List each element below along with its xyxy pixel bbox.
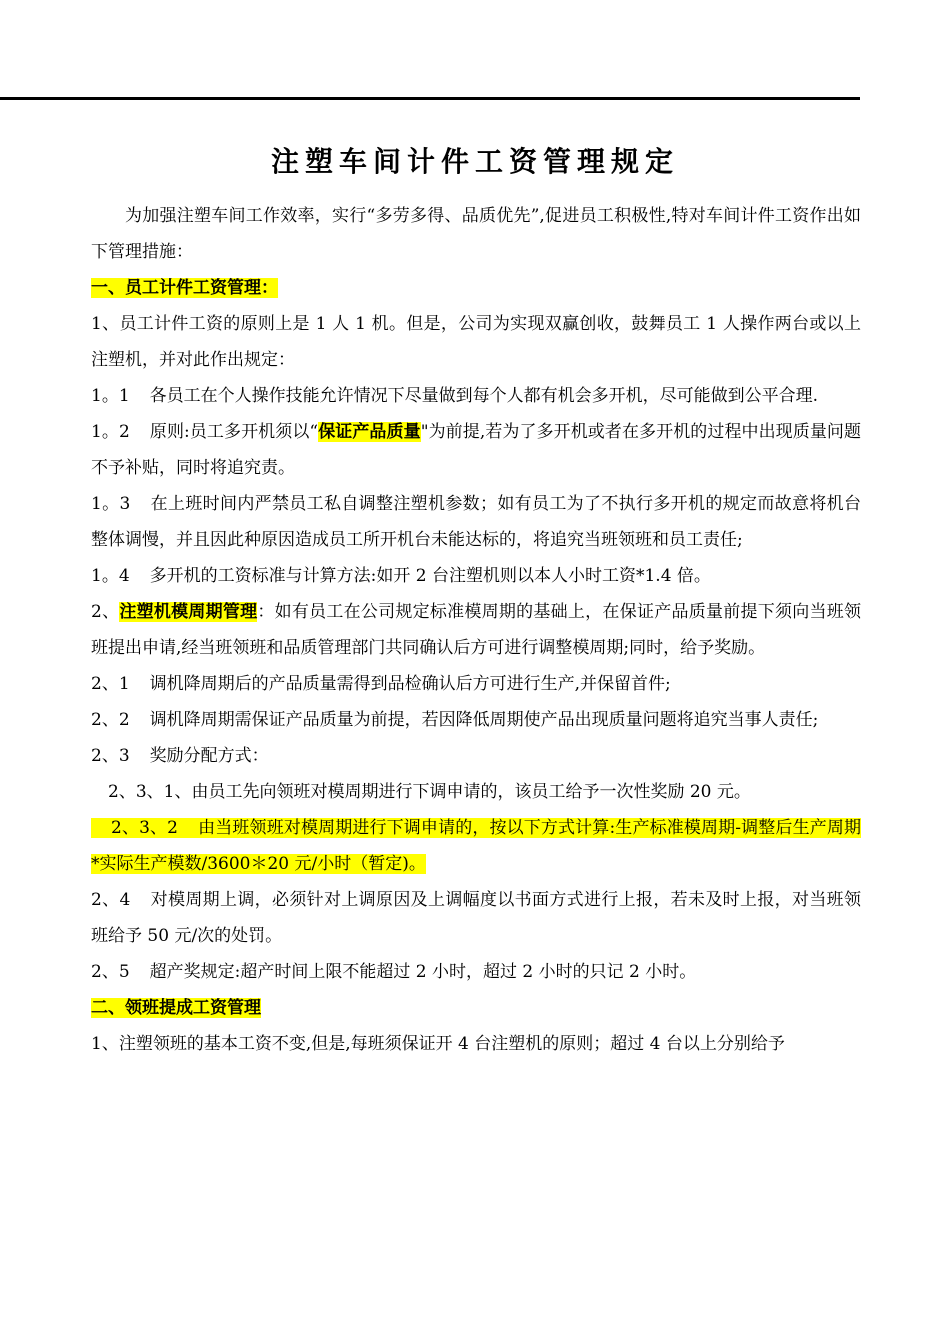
- paragraph-1-2: [91, 414, 861, 486]
- item-text: 调机降周期需保证产品质量为前提，若因降低周期使产品出现质量问题将追究当事人责任;: [149, 710, 819, 730]
- paragraph-2-3: [91, 738, 861, 774]
- paragraph-2-2: [91, 702, 861, 738]
- item-text: 在上班时间内严禁员工私自调整注塑机参数；如有员工为了不执行多开机的规定而故意将机台整体调慢，并且因此种原因造成员工所开机台未能达标的，将追究当班领班和员工责任;: [91, 494, 862, 550]
- item-number: 2、5: [91, 962, 130, 982]
- paragraph-2-3-2: [91, 810, 861, 882]
- header-rule: [0, 97, 860, 100]
- item-number: 2、: [91, 602, 120, 622]
- highlight-2-3-2: [91, 818, 861, 874]
- item-text: ：如有员工在公司规定标准模周期的基础上，在保证产品质量前提下须向当班领班提出申请,经当班领班和品质管理部门共同确认后方可进行调整模周期;同时，给予奖励。: [91, 602, 861, 658]
- paragraph-1-1: [91, 378, 861, 414]
- paragraph-2-5: [91, 954, 861, 990]
- intro-paragraph: 为加强注塑车间工作效率，实行“多劳多得、品质优先”,促进员工积极性,特对车间计件工资作出如下管理措施：: [91, 206, 861, 262]
- item-number: 2、3: [91, 746, 130, 766]
- section-1-heading: [91, 270, 861, 306]
- item-text: 调机降周期后的产品质量需得到品检确认后方可进行生产,并保留首件;: [149, 674, 671, 694]
- paragraph-1-4: [91, 558, 861, 594]
- item-text: "为前提,若为了多开机或者在多开机的过程中出现质量问题不予补贴，同时将追究责。: [91, 422, 862, 478]
- paragraph-1-3: [91, 486, 861, 558]
- item-text: 奖励分配方式：: [149, 746, 269, 766]
- item-number: 2、3、2: [111, 818, 178, 838]
- section-2-heading: [91, 990, 861, 1026]
- item-number: 1。2: [91, 422, 130, 442]
- item-text: 多开机的工资标准与计算方法:如开 2 台注塑机则以本人小时工资*1.4 倍。: [149, 566, 711, 586]
- highlight-cycle-management: 注塑机模周期管理: [119, 602, 258, 622]
- paragraph-2: [91, 594, 861, 666]
- item-number: 2、2: [91, 710, 130, 730]
- item-number: 1。3: [91, 494, 131, 514]
- highlight-quality: 保证产品质量: [318, 422, 421, 442]
- paragraph-2-1: [91, 666, 861, 702]
- section-1-heading-text: 一、员工计件工资管理：: [91, 278, 278, 298]
- document-body: [91, 198, 861, 1062]
- item-text: 由当班领班对模周期进行下调申请的，按以下方式计算:生产标准模周期-调整后生产周期*实际生产模数/3600＊20 元/小时（暂定)。: [91, 818, 861, 874]
- section-2-paragraph-1: 1、注塑领班的基本工资不变,但是,每班须保证开 4 台注塑机的原则；超过 4 台以上分别给予: [91, 1034, 785, 1054]
- item-text: 超产奖规定:超产时间上限不能超过 2 小时，超过 2 小时的只记 2 小时。: [149, 962, 697, 982]
- item-text: 原则:员工多开机须以“: [149, 422, 319, 442]
- document-title: 注塑车间计件工资管理规定: [270, 145, 679, 178]
- item-number: 2、4: [91, 890, 131, 910]
- paragraph-2-3-1: 2、3、1、由员工先向领班对模周期进行下调申请的，该员工给予一次性奖励 20 元。: [108, 782, 751, 802]
- item-text: 各员工在个人操作技能允许情况下尽量做到每个人都有机会多开机，尽可能做到公平合理.: [149, 386, 819, 406]
- paragraph-2-4: [91, 882, 861, 954]
- item-text: 对模周期上调，必须针对上调原因及上调幅度以书面方式进行上报，若未及时上报，对当班领班给予 50 元/次的处罚。: [91, 890, 862, 946]
- item-number: 1。1: [91, 386, 130, 406]
- item-number: 2、1: [91, 674, 130, 694]
- item-number: 1。4: [91, 566, 130, 586]
- section-2-heading-text: 二、领班提成工资管理: [91, 998, 261, 1018]
- paragraph-1: 1、员工计件工资的原则上是 1 人 1 机。但是，公司为实现双赢创收，鼓舞员工 1 人操作两台或以上注塑机，并对此作出规定：: [91, 314, 861, 370]
